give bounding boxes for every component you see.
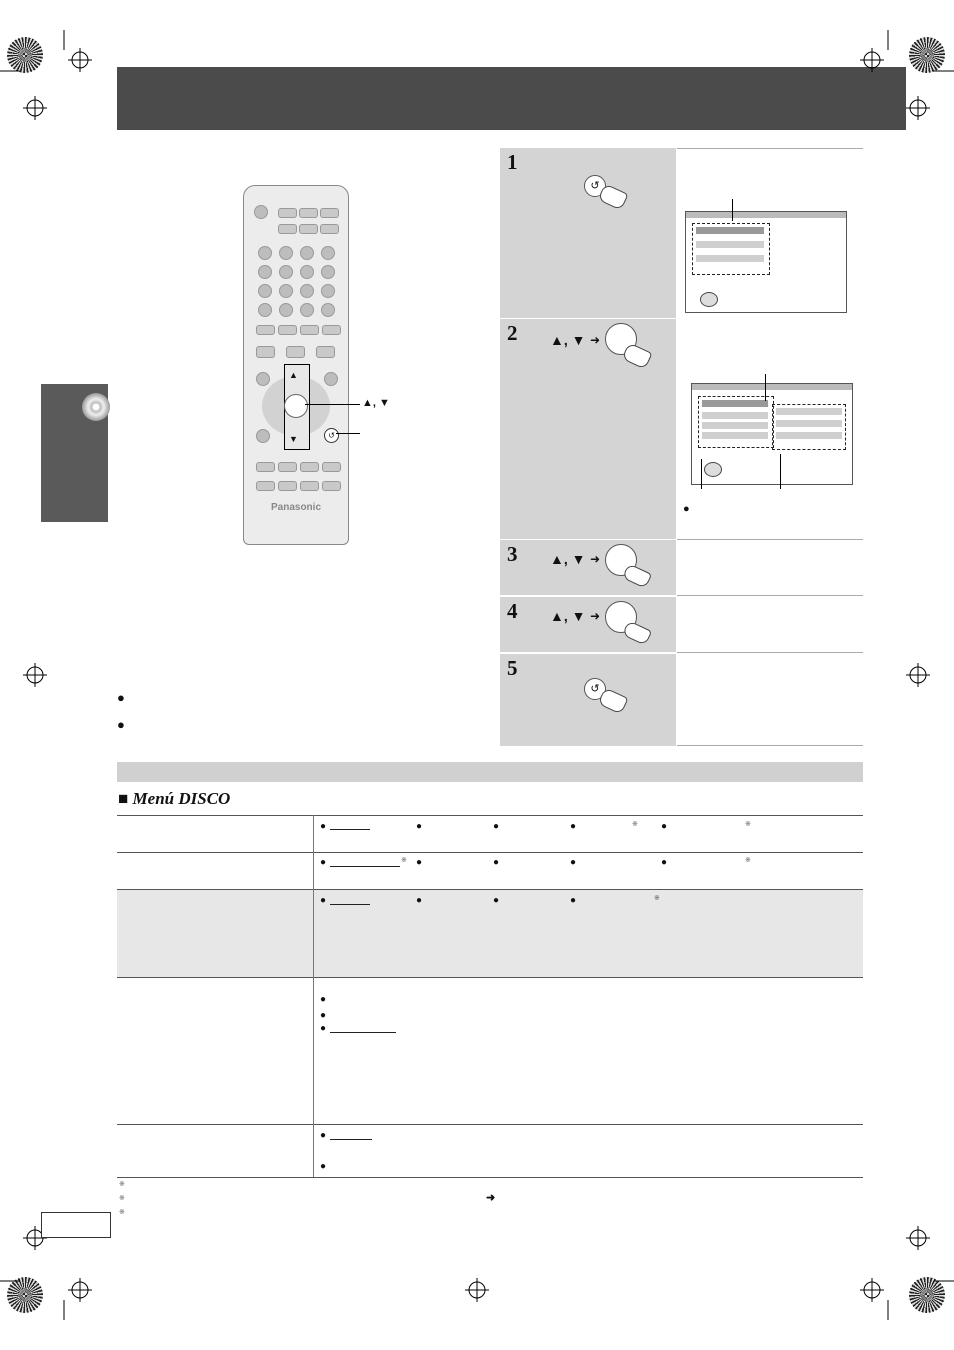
nav-keys-label: ▲, ▼: [550, 551, 586, 567]
remote-key: [320, 224, 339, 234]
step-number: 1: [507, 150, 518, 174]
number-button: [279, 303, 293, 317]
menu-title-text: Menú DISCO: [132, 789, 231, 808]
number-button: [258, 265, 272, 279]
step-4-panel: [500, 597, 676, 652]
return-icon: ↺: [584, 678, 606, 700]
number-button: [300, 303, 314, 317]
disc-icon: [82, 393, 110, 421]
default-underline: [330, 829, 370, 830]
bullet-icon: ●: [661, 857, 668, 868]
screen-title-bar: [692, 384, 852, 390]
stop-key: [256, 346, 275, 358]
bullet-icon: ●: [683, 503, 690, 515]
footnote-marker: ※: [632, 821, 638, 828]
menu-highlight-outline: [698, 396, 774, 448]
step-3-text-panel: [677, 540, 863, 596]
bullet-icon: ●: [320, 1023, 327, 1034]
footnote-marker: ※: [119, 1209, 125, 1216]
arrow-right-icon: ➜: [590, 552, 601, 566]
nav-keys-label: ▲, ▼: [362, 397, 390, 409]
step-3-panel: [500, 540, 676, 595]
callout-line-nav: [305, 404, 360, 405]
number-button: [258, 284, 272, 298]
pause-key: [286, 346, 305, 358]
menu-section-title: [118, 789, 230, 809]
volume-up-button: [321, 284, 335, 298]
table-rule: [117, 889, 863, 890]
table-rule: [117, 1177, 863, 1178]
footnote-marker: ※: [119, 1181, 125, 1188]
hand-press-icon: [622, 563, 652, 588]
table-rule: [117, 977, 863, 978]
callout-line-return: [336, 433, 360, 434]
callout-line: [732, 199, 733, 221]
hand-press-icon: [621, 342, 652, 369]
remote-mini-icon: [704, 462, 722, 477]
rewind-key: [300, 325, 319, 335]
remote-brand-logo: Panasonic: [270, 502, 322, 513]
volume-down-button: [321, 303, 335, 317]
number-button: [300, 284, 314, 298]
default-underline: [330, 866, 400, 867]
number-button: [300, 246, 314, 260]
footnote-marker: ※: [745, 821, 751, 828]
up-arrow-icon: ▲: [289, 370, 298, 380]
default-underline: [330, 1139, 372, 1140]
function-key: [300, 462, 319, 472]
submenu-highlight-outline: [772, 404, 846, 450]
footnote-marker: ※: [119, 1195, 125, 1202]
bullet-icon: ●: [416, 857, 423, 868]
number-button: [321, 265, 335, 279]
side-button: [256, 372, 270, 386]
remote-key: [320, 208, 339, 218]
bullet-icon: ●: [320, 1161, 327, 1172]
number-button: [279, 265, 293, 279]
screen-illustration: [685, 211, 847, 313]
step-number: 3: [507, 542, 518, 566]
table-rule: [117, 815, 863, 816]
step-number: 4: [507, 599, 518, 623]
hand-press-icon: [622, 620, 652, 645]
bullet-icon: ●: [320, 821, 327, 832]
footnote-marker: ※: [401, 857, 407, 864]
return-button: ↺: [324, 428, 339, 443]
function-key: [322, 462, 341, 472]
page-number-box: [41, 1212, 111, 1238]
bullet-icon: ●: [320, 895, 327, 906]
function-key: [278, 462, 297, 472]
fast-forward-key: [322, 325, 341, 335]
number-button: [279, 284, 293, 298]
step-2-screen-panel: [677, 319, 863, 540]
bullet-icon: ●: [320, 857, 327, 868]
bullet-icon: ●: [570, 821, 577, 832]
table-column-divider: [313, 815, 314, 1177]
callout-line: [780, 454, 781, 489]
remote-key: [278, 208, 297, 218]
skip-forward-key: [278, 325, 297, 335]
remote-key: [278, 224, 297, 234]
step-5-panel: [500, 654, 676, 746]
down-arrow-icon: ▼: [289, 434, 298, 444]
bullet-icon: ●: [570, 895, 577, 906]
nav-keys-label: ▲, ▼: [550, 608, 586, 624]
page-reference-arrow-icon: ➜: [486, 1192, 496, 1204]
number-button: [279, 246, 293, 260]
step-5-text-panel: [677, 654, 863, 746]
step-1-panel: [500, 148, 676, 318]
number-button: [300, 265, 314, 279]
number-button: [258, 303, 272, 317]
number-button: [258, 246, 272, 260]
bullet-icon: ●: [320, 1010, 327, 1021]
settings-section-band: [117, 762, 863, 782]
step-number: 2: [507, 321, 518, 345]
square-bullet-icon: ■: [118, 789, 129, 808]
bullet-icon: ●: [416, 821, 423, 832]
footnote-marker: ※: [654, 895, 660, 902]
bullet-icon: ●: [493, 857, 500, 868]
function-key: [256, 481, 275, 491]
callout-line: [701, 459, 702, 489]
function-key: [278, 481, 297, 491]
return-icon: ↺: [584, 175, 606, 197]
function-key: [256, 462, 275, 472]
bullet-icon: ●: [416, 895, 423, 906]
remote-control-illustration: [243, 185, 349, 545]
table-rule: [117, 1124, 863, 1125]
function-key: [322, 481, 341, 491]
default-underline: [330, 1032, 396, 1033]
ok-button: [284, 394, 308, 418]
screen-illustration: [691, 383, 853, 485]
bullet-icon: ●: [661, 821, 668, 832]
bullet-icon: ●: [570, 857, 577, 868]
table-row-shaded: [117, 890, 863, 977]
remote-key: [299, 208, 318, 218]
play-key: [316, 346, 335, 358]
number-button: [321, 246, 335, 260]
function-key: [300, 481, 319, 491]
hand-press-icon: [597, 183, 628, 210]
power-button: [254, 205, 268, 219]
step-1-screen-panel: [677, 148, 863, 320]
step-4-text-panel: [677, 597, 863, 653]
arrow-right-icon: ➜: [590, 609, 601, 623]
bullet-icon: ●: [320, 994, 327, 1005]
remote-mini-icon: [700, 292, 718, 307]
remote-key: [299, 224, 318, 234]
default-underline: [330, 904, 370, 905]
bullet-icon: ●: [493, 821, 500, 832]
bullet-icon: ●: [117, 717, 125, 732]
skip-back-key: [256, 325, 275, 335]
bullet-icon: ●: [493, 895, 500, 906]
side-button: [256, 429, 270, 443]
hand-press-icon: [597, 687, 628, 714]
step-number: 5: [507, 656, 518, 680]
nav-keys-label: ▲, ▼: [550, 332, 586, 348]
screen-title-bar: [686, 212, 846, 218]
callout-line: [765, 374, 766, 401]
step-2-panel: [500, 319, 676, 539]
menu-highlight-outline: [692, 223, 770, 275]
footnote-marker: ※: [745, 857, 751, 864]
bullet-icon: ●: [117, 690, 125, 705]
bullet-icon: ●: [320, 1130, 327, 1141]
arrow-right-icon: ➜: [590, 333, 601, 347]
table-rule: [117, 852, 863, 853]
side-button: [324, 372, 338, 386]
